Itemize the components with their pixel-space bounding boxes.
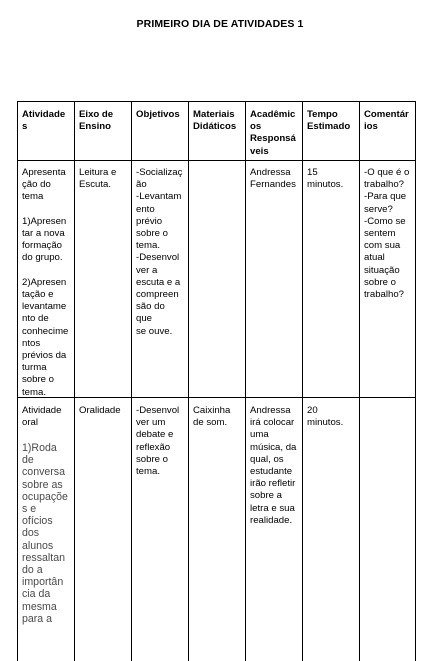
header-atividades: Atividade s — [22, 109, 66, 133]
row2-atividade: Atividade oral — [22, 405, 62, 429]
row2-eixo: Oralidade — [79, 405, 121, 416]
header-academicos-responsaveis: Acadêmic os Responsá veis — [250, 109, 296, 157]
row2-tempo: 20 minutos. — [307, 405, 344, 429]
header-materiais-didaticos: Materiais Didáticos — [193, 109, 237, 133]
header-objetivos: Objetivos — [136, 109, 180, 120]
activities-table — [17, 101, 416, 661]
header-comentarios: Comentár ios — [364, 109, 409, 133]
row2-objetivos: -Desenvol ver um debate e reflexão sobre o tema. — [136, 405, 180, 478]
row1-comentarios: -O que é o trabalho? -Para que serve? -Como se sentem com sua atual situação sobre o trabalho? — [364, 167, 410, 301]
row1-objetivos: -Socializaç ão -Levantam ento prévio sobre o tema. -Desenvol ver a escuta e a compreen são do que se ouve. — [136, 167, 183, 337]
page-title: PRIMEIRO DIA DE ATIVIDADES 1 — [136, 18, 304, 30]
header-eixo-de-ensino: Eixo de Ensino — [79, 109, 114, 133]
header-tempo-estimado: Tempo Estimado — [307, 109, 351, 133]
row1-tempo: 15 minutos. — [307, 167, 344, 191]
row2-materiais: Caixinha de som. — [193, 405, 231, 429]
row1-academicos: Andressa Fernandes — [250, 167, 296, 191]
row1-atividade: Apresenta ção do tema 1)Apresen tar a nova formação do grupo. 2)Apresen tação e levantame nto de conhecime ntos prévios da turma sobre o tema. — [22, 167, 69, 398]
row2-atividade-roda: 1)Roda de conversa sobre as ocupaçõe s e ofícios dos alunos ressaltan do a importân cia da mesma para a — [22, 442, 68, 625]
row1-eixo: Leitura e Escuta. — [79, 167, 117, 191]
row2-academicos: Andressa irá colocar uma música, da qual, os estudante irão refletir sobre a letra e sua realidade. — [250, 405, 297, 526]
